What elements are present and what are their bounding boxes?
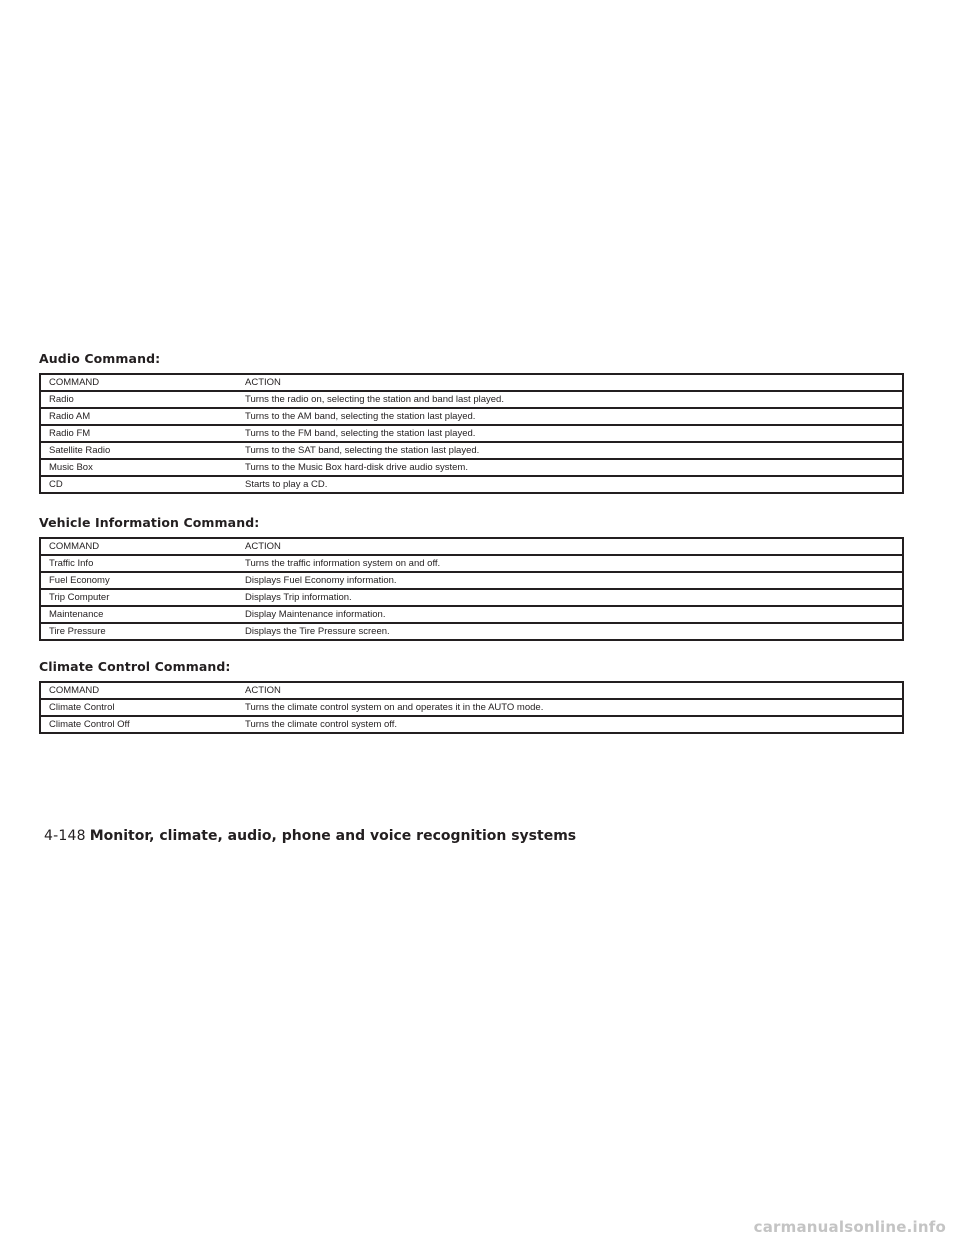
column-header-command: COMMAND bbox=[49, 377, 100, 388]
page-number: 4-148 bbox=[44, 828, 86, 844]
vehicle-information-command-section bbox=[39, 515, 902, 531]
action-cell: Turns to the AM band, selecting the station last played. bbox=[237, 408, 903, 425]
page-footer bbox=[44, 826, 576, 845]
table-row bbox=[40, 425, 903, 442]
action-cell: Turns to the FM band, selecting the station last played. bbox=[237, 425, 903, 442]
action-cell: Turns the climate control system off. bbox=[237, 716, 903, 733]
action-cell: Turns the radio on, selecting the station and band last played. bbox=[237, 391, 903, 408]
climate-control-command-heading: Climate Control Command: bbox=[39, 659, 231, 674]
watermark-text: carmanualsonline.info bbox=[753, 1218, 946, 1236]
vehicle-information-command-table bbox=[39, 537, 904, 641]
audio-command-section bbox=[39, 351, 902, 367]
action-cell: Starts to play a CD. bbox=[237, 476, 903, 493]
action-cell: Displays Trip information. bbox=[237, 589, 903, 606]
action-cell: Display Maintenance information. bbox=[237, 606, 903, 623]
table-row bbox=[40, 699, 903, 716]
column-header-command: COMMAND bbox=[49, 685, 100, 696]
column-header-action: ACTION bbox=[245, 377, 281, 388]
table-row bbox=[40, 572, 903, 589]
action-cell: Displays Fuel Economy information. bbox=[237, 572, 903, 589]
command-cell: Radio bbox=[40, 391, 237, 408]
table-row bbox=[40, 589, 903, 606]
climate-control-command-section bbox=[39, 659, 902, 675]
command-cell: Radio FM bbox=[40, 425, 237, 442]
audio-command-heading: Audio Command: bbox=[39, 351, 161, 366]
table-header-row bbox=[40, 682, 903, 699]
action-cell: Turns to the Music Box hard-disk drive audio system. bbox=[237, 459, 903, 476]
column-header-action: ACTION bbox=[245, 541, 281, 552]
column-header-action: ACTION bbox=[245, 685, 281, 696]
action-cell: Displays the Tire Pressure screen. bbox=[237, 623, 903, 640]
action-cell: Turns to the SAT band, selecting the station last played. bbox=[237, 442, 903, 459]
climate-control-command-table bbox=[39, 681, 904, 734]
chapter-title: Monitor, climate, audio, phone and voice recognition systems bbox=[89, 828, 577, 844]
command-cell: Radio AM bbox=[40, 408, 237, 425]
table-row bbox=[40, 555, 903, 572]
table-row bbox=[40, 623, 903, 640]
table-header-row bbox=[40, 538, 903, 555]
table-row bbox=[40, 442, 903, 459]
command-cell: Trip Computer bbox=[40, 589, 237, 606]
command-cell: Maintenance bbox=[40, 606, 237, 623]
table-header-row bbox=[40, 374, 903, 391]
command-cell: Traffic Info bbox=[40, 555, 237, 572]
table-row bbox=[40, 408, 903, 425]
action-cell: Turns the climate control system on and operates it in the AUTO mode. bbox=[237, 699, 903, 716]
table-row bbox=[40, 476, 903, 493]
command-cell: Tire Pressure bbox=[40, 623, 237, 640]
table-row bbox=[40, 391, 903, 408]
table-row bbox=[40, 459, 903, 476]
vehicle-information-command-heading: Vehicle Information Command: bbox=[39, 515, 260, 530]
audio-command-table bbox=[39, 373, 904, 494]
command-cell: Satellite Radio bbox=[40, 442, 237, 459]
command-cell: CD bbox=[40, 476, 237, 493]
column-header-command: COMMAND bbox=[49, 541, 100, 552]
action-cell: Turns the traffic information system on and off. bbox=[237, 555, 903, 572]
table-row bbox=[40, 606, 903, 623]
command-cell: Music Box bbox=[40, 459, 237, 476]
command-cell: Climate Control Off bbox=[40, 716, 237, 733]
table-row bbox=[40, 716, 903, 733]
command-cell: Fuel Economy bbox=[40, 572, 237, 589]
command-cell: Climate Control bbox=[40, 699, 237, 716]
